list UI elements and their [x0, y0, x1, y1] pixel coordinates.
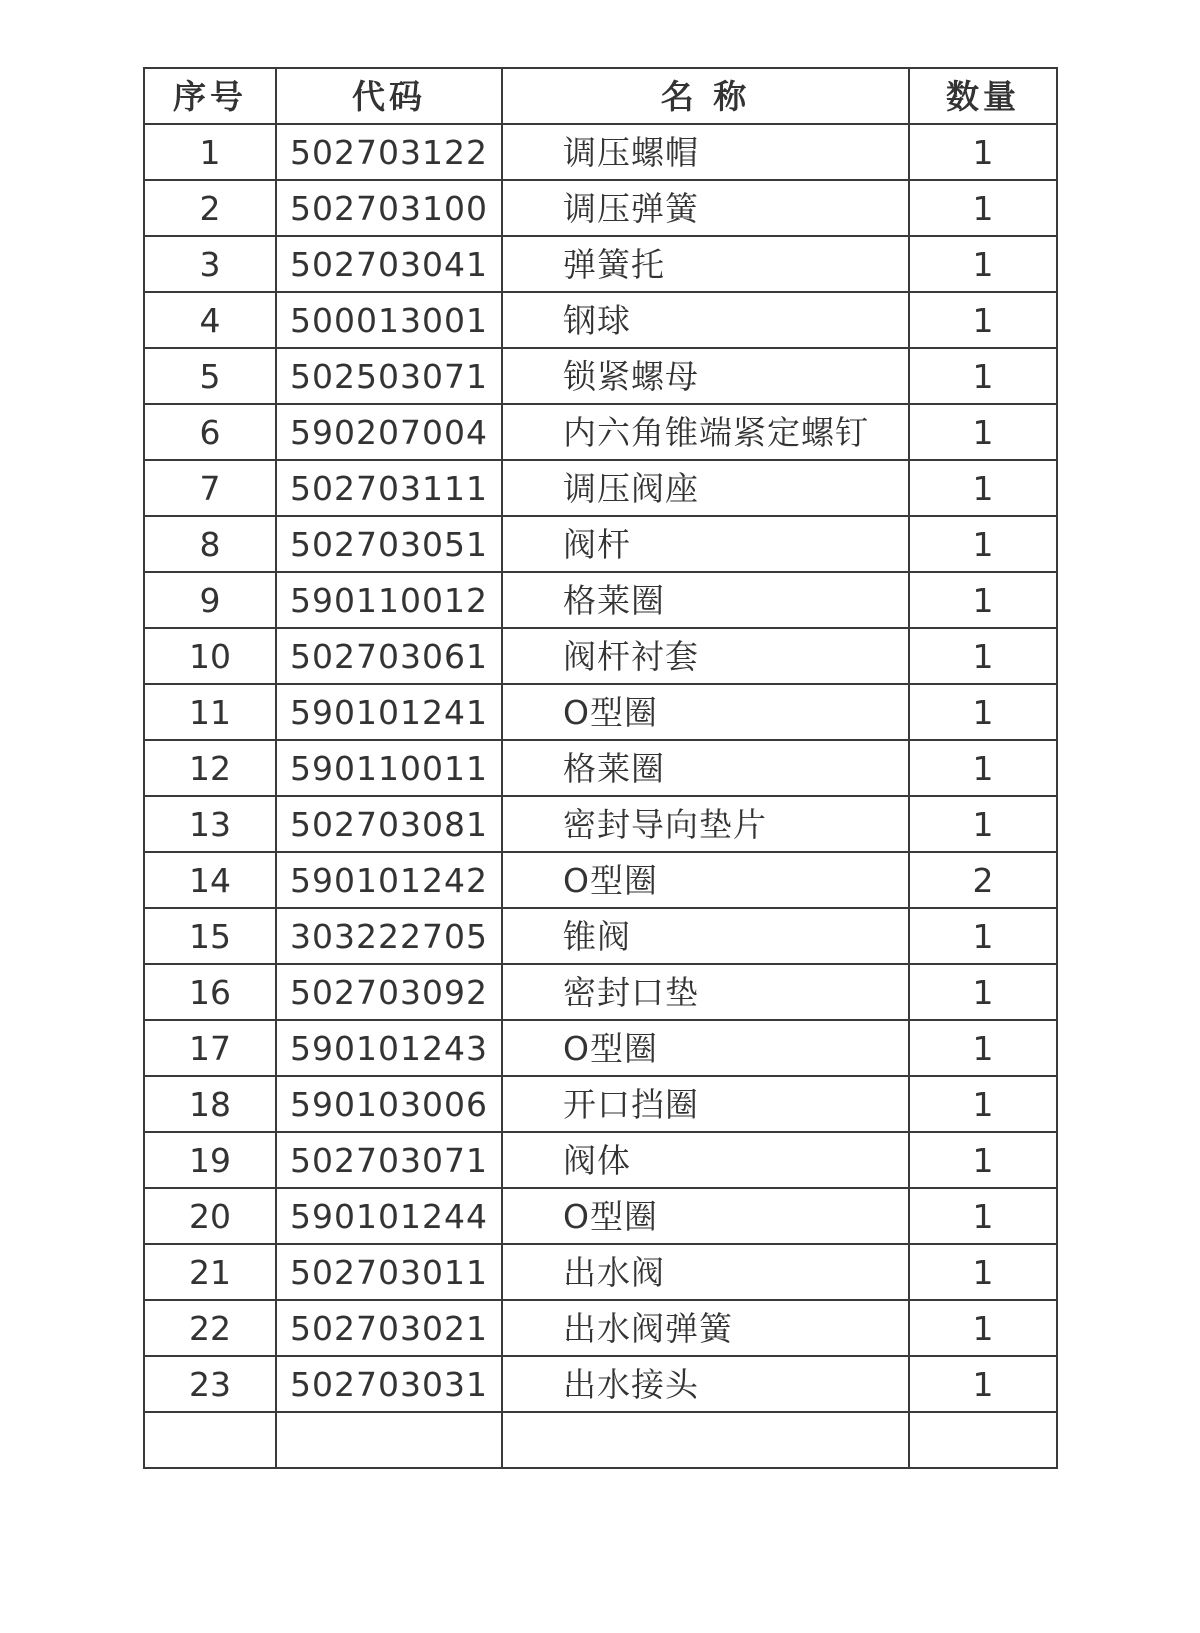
cell-name: 锁紧螺母 [502, 348, 909, 404]
cell-qty: 1 [909, 1020, 1057, 1076]
cell-name: 调压弹簧 [502, 180, 909, 236]
header-name: 名 称 [502, 68, 909, 124]
table-row [144, 1188, 1057, 1244]
cell-code: 590101243 [276, 1020, 502, 1076]
table-row [144, 1132, 1057, 1188]
cell-seq: 19 [144, 1132, 276, 1188]
table-row [144, 852, 1057, 908]
cell-name: 开口挡圈 [502, 1076, 909, 1132]
cell-code: 590101244 [276, 1188, 502, 1244]
cell-name: 出水阀弹簧 [502, 1300, 909, 1356]
cell-code: 502703100 [276, 180, 502, 236]
table-row [144, 1020, 1057, 1076]
table-row [144, 740, 1057, 796]
table-row [144, 684, 1057, 740]
cell-code: 502703061 [276, 628, 502, 684]
cell-qty: 1 [909, 964, 1057, 1020]
cell-qty: 1 [909, 292, 1057, 348]
cell-qty: 1 [909, 628, 1057, 684]
cell-qty: 1 [909, 740, 1057, 796]
header-seq: 序号 [144, 68, 276, 124]
cell-name: 内六角锥端紧定螺钉 [502, 404, 909, 460]
cell-name: 阀体 [502, 1132, 909, 1188]
cell-qty: 1 [909, 572, 1057, 628]
cell-name: O型圈 [502, 684, 909, 740]
cell-seq: 6 [144, 404, 276, 460]
cell-seq: 7 [144, 460, 276, 516]
table-row [144, 1300, 1057, 1356]
cell-code [276, 1412, 502, 1468]
cell-qty: 1 [909, 180, 1057, 236]
table-row [144, 1076, 1057, 1132]
cell-qty: 1 [909, 1300, 1057, 1356]
cell-qty [909, 1412, 1057, 1468]
cell-qty: 1 [909, 348, 1057, 404]
cell-qty: 1 [909, 1356, 1057, 1412]
table-row [144, 1412, 1057, 1468]
table-row [144, 908, 1057, 964]
table-row [144, 180, 1057, 236]
header-qty: 数量 [909, 68, 1057, 124]
table-row [144, 348, 1057, 404]
cell-code: 502703011 [276, 1244, 502, 1300]
cell-qty: 1 [909, 236, 1057, 292]
cell-qty: 1 [909, 516, 1057, 572]
cell-name: 格莱圈 [502, 572, 909, 628]
cell-seq: 14 [144, 852, 276, 908]
cell-seq: 18 [144, 1076, 276, 1132]
cell-seq: 5 [144, 348, 276, 404]
table-row [144, 404, 1057, 460]
cell-name: 密封导向垫片 [502, 796, 909, 852]
cell-qty: 1 [909, 796, 1057, 852]
cell-seq: 8 [144, 516, 276, 572]
cell-qty: 1 [909, 908, 1057, 964]
cell-name: 格莱圈 [502, 740, 909, 796]
cell-seq: 12 [144, 740, 276, 796]
cell-seq: 21 [144, 1244, 276, 1300]
table-body [144, 124, 1057, 1468]
cell-name: O型圈 [502, 1188, 909, 1244]
cell-code: 502703081 [276, 796, 502, 852]
cell-name: 出水接头 [502, 1356, 909, 1412]
parts-list-table [143, 67, 1058, 1469]
cell-code: 590101241 [276, 684, 502, 740]
cell-seq: 22 [144, 1300, 276, 1356]
cell-code: 590103006 [276, 1076, 502, 1132]
cell-code: 502703041 [276, 236, 502, 292]
cell-name: 出水阀 [502, 1244, 909, 1300]
cell-seq [144, 1412, 276, 1468]
cell-code: 590207004 [276, 404, 502, 460]
cell-name: 锥阀 [502, 908, 909, 964]
cell-code: 502703051 [276, 516, 502, 572]
cell-name: 钢球 [502, 292, 909, 348]
cell-name: 阀杆衬套 [502, 628, 909, 684]
table-row [144, 796, 1057, 852]
table-row [144, 1244, 1057, 1300]
header-row [144, 68, 1057, 124]
cell-qty: 1 [909, 460, 1057, 516]
cell-qty: 2 [909, 852, 1057, 908]
cell-seq: 13 [144, 796, 276, 852]
cell-seq: 16 [144, 964, 276, 1020]
cell-code: 502703071 [276, 1132, 502, 1188]
cell-name: O型圈 [502, 852, 909, 908]
table-row [144, 1356, 1057, 1412]
table-row [144, 516, 1057, 572]
table-row [144, 628, 1057, 684]
cell-seq: 10 [144, 628, 276, 684]
cell-code: 502703122 [276, 124, 502, 180]
cell-seq: 4 [144, 292, 276, 348]
cell-name: 调压螺帽 [502, 124, 909, 180]
cell-code: 303222705 [276, 908, 502, 964]
table-row [144, 236, 1057, 292]
cell-code: 590110011 [276, 740, 502, 796]
cell-qty: 1 [909, 1188, 1057, 1244]
cell-name: O型圈 [502, 1020, 909, 1076]
cell-seq: 3 [144, 236, 276, 292]
table-row [144, 572, 1057, 628]
cell-qty: 1 [909, 404, 1057, 460]
cell-code: 590110012 [276, 572, 502, 628]
cell-seq: 9 [144, 572, 276, 628]
cell-name: 弹簧托 [502, 236, 909, 292]
cell-seq: 11 [144, 684, 276, 740]
cell-qty: 1 [909, 684, 1057, 740]
cell-name [502, 1412, 909, 1468]
cell-qty: 1 [909, 1244, 1057, 1300]
cell-code: 502703092 [276, 964, 502, 1020]
cell-code: 502703021 [276, 1300, 502, 1356]
table-header [144, 68, 1057, 124]
cell-code: 502503071 [276, 348, 502, 404]
cell-code: 502703111 [276, 460, 502, 516]
cell-qty: 1 [909, 1132, 1057, 1188]
cell-seq: 20 [144, 1188, 276, 1244]
cell-seq: 17 [144, 1020, 276, 1076]
cell-code: 500013001 [276, 292, 502, 348]
cell-name: 调压阀座 [502, 460, 909, 516]
cell-code: 590101242 [276, 852, 502, 908]
cell-seq: 15 [144, 908, 276, 964]
header-code: 代码 [276, 68, 502, 124]
cell-name: 阀杆 [502, 516, 909, 572]
cell-seq: 23 [144, 1356, 276, 1412]
table-row [144, 460, 1057, 516]
table-row [144, 292, 1057, 348]
cell-seq: 1 [144, 124, 276, 180]
cell-qty: 1 [909, 124, 1057, 180]
cell-qty: 1 [909, 1076, 1057, 1132]
table-row [144, 124, 1057, 180]
table-row [144, 964, 1057, 1020]
cell-code: 502703031 [276, 1356, 502, 1412]
cell-name: 密封口垫 [502, 964, 909, 1020]
cell-seq: 2 [144, 180, 276, 236]
